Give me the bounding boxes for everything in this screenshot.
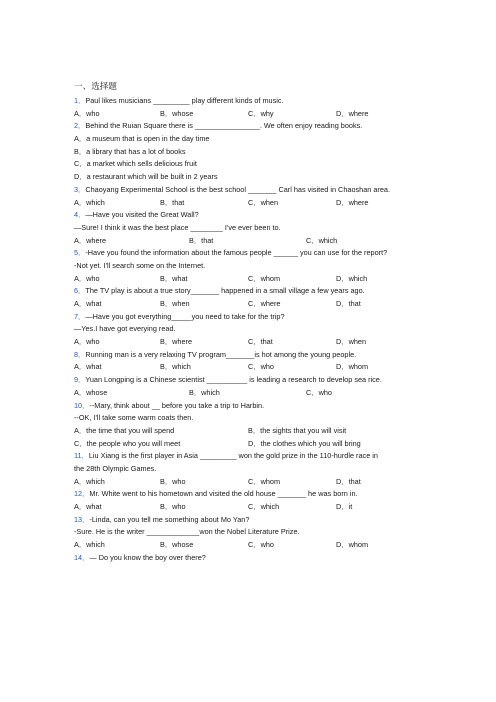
question-text: -Linda, can you tell me something about Mo Yan?	[89, 514, 250, 524]
option-d[interactable]: D．when	[336, 337, 367, 347]
options-row	[74, 336, 444, 349]
option-a[interactable]: A．who	[74, 273, 100, 283]
question-text: —Have you visited the Great Wall?	[85, 210, 199, 220]
question-text: Mr. White went to his hometown and visited the old house _______ he was born in.	[89, 489, 358, 499]
option-a[interactable]: A．what	[74, 299, 102, 308]
question-text-cont: —Yes.I have got everying read.	[74, 324, 176, 334]
option-d[interactable]: D．where	[336, 197, 369, 207]
option-b[interactable]: B．whose	[160, 540, 194, 550]
option-a[interactable]: A．which	[74, 540, 105, 550]
question-number: 2．	[74, 121, 86, 131]
question-number: 10．	[74, 400, 90, 410]
options-row	[74, 539, 444, 552]
question-text: Behind the Ruian Square there is ________________. We often enjoy reading books.	[85, 121, 363, 131]
question-8	[74, 349, 444, 362]
option-b[interactable]: B．which	[160, 362, 191, 372]
question-number: 13．	[74, 514, 90, 524]
question-number: 12．	[74, 489, 90, 499]
options-row	[74, 387, 444, 400]
question-number: 6．	[74, 286, 86, 296]
options-row	[74, 476, 444, 489]
options-row	[74, 197, 444, 210]
option-b[interactable]: B．who	[160, 502, 186, 511]
option-c[interactable]: C．whom	[248, 273, 281, 283]
option-c[interactable]: C．which	[248, 502, 280, 511]
option-c[interactable]: C．who	[248, 362, 274, 372]
question-12	[74, 488, 444, 501]
option-d[interactable]: D．that	[336, 299, 361, 308]
option-d[interactable]: D．where	[336, 108, 369, 118]
question-text-cont: -Sure. He is the writer _____________won the Nobel Literature Prize.	[74, 527, 300, 537]
option-b[interactable]: B．the sights that you will visit	[248, 425, 347, 435]
options-row	[74, 438, 444, 451]
option-d[interactable]: D．a restaurant which will be built in 2 years	[74, 172, 218, 182]
option-b[interactable]: B．where	[160, 337, 193, 347]
question-4	[74, 209, 444, 222]
option-b[interactable]: B．that	[160, 197, 185, 207]
option-a[interactable]: A．the time that you will spend	[74, 425, 175, 435]
option-a[interactable]: A．what	[74, 502, 102, 511]
question-13	[74, 514, 444, 527]
question-14	[74, 552, 444, 565]
question-1	[74, 95, 444, 108]
options-row	[74, 235, 444, 248]
question-text-cont: —Sure! I think it was the best place ________ I've ever been to.	[74, 222, 281, 232]
option-d[interactable]: D．that	[336, 476, 361, 486]
option-a[interactable]: A．where	[74, 235, 107, 245]
question-6	[74, 285, 444, 298]
question-text: Running man is a very relaxing TV program_______is hot among the young people.	[85, 349, 357, 359]
option-a[interactable]: A．which	[74, 197, 105, 207]
option-a[interactable]: A．what	[74, 362, 102, 372]
question-text: Chaoyang Experimental School is the best school _______ Carl has visited in Chaoshan area.	[85, 184, 390, 194]
question-text: Paul likes musicians _________ play different kinds of music.	[85, 96, 284, 105]
question-number: 5．	[74, 248, 86, 258]
section-title: 一、选择题	[74, 81, 117, 91]
option-b[interactable]: B．when	[160, 299, 190, 308]
question-text-cont: -Not yet. I'll search some on the Internet.	[74, 260, 206, 270]
option-c[interactable]: C．the people who you will meet	[74, 438, 181, 448]
option-c[interactable]: C．when	[248, 197, 279, 207]
question-2	[74, 120, 444, 133]
question-number: 7．	[74, 311, 86, 321]
question-10	[74, 400, 444, 413]
question-number: 8．	[74, 349, 86, 359]
option-c[interactable]: C．that	[248, 337, 273, 347]
option-b[interactable]: B．which	[189, 387, 220, 397]
question-11	[74, 450, 444, 463]
option-d[interactable]: D．the clothes which you will bring	[248, 438, 361, 448]
option-d[interactable]: D．which	[336, 273, 368, 283]
option-b[interactable]: B．who	[160, 476, 186, 486]
option-b[interactable]: B．a library that has a lot of books	[74, 146, 186, 156]
question-text-cont: --OK, I'll take some warm coats then.	[74, 413, 194, 423]
question-7	[74, 311, 444, 324]
options-row	[74, 108, 444, 121]
option-c[interactable]: C．which	[306, 235, 338, 245]
question-text: The TV play is about a true story_______ happened in a small village a few years ago.	[85, 286, 365, 296]
option-b[interactable]: B．that	[189, 235, 214, 245]
option-c[interactable]: C．whom	[248, 476, 281, 486]
option-b[interactable]: B．what	[160, 273, 188, 283]
options-row	[74, 298, 444, 311]
option-b[interactable]: B．whose	[160, 108, 194, 118]
question-5	[74, 247, 444, 260]
question-text: — Do you know the boy over there?	[89, 552, 206, 562]
option-c[interactable]: C．why	[248, 108, 274, 118]
question-number: 11．	[74, 451, 89, 461]
question-number: 14．	[74, 552, 90, 562]
options-row	[74, 273, 444, 286]
option-a[interactable]: A．who	[74, 337, 100, 347]
option-c[interactable]: C．a market which sells delicious fruit	[74, 159, 197, 169]
option-a[interactable]: A．who	[74, 108, 100, 118]
option-d[interactable]: D．whom	[336, 362, 369, 372]
question-9	[74, 374, 444, 387]
question-text: -Have you found the information about the famous people ______ you can use for the report?	[85, 248, 388, 258]
options-row	[74, 425, 444, 438]
question-number: 1．	[74, 96, 86, 105]
question-text-cont: the 28th Olympic Games.	[74, 463, 157, 473]
option-a[interactable]: A．which	[74, 476, 105, 486]
options-row	[74, 501, 444, 514]
question-text: --Mary, think about __ before you take a trip to Harbin.	[89, 400, 265, 410]
question-number: 3．	[74, 184, 86, 194]
option-c[interactable]: C．who	[248, 540, 274, 550]
exam-page	[74, 80, 444, 564]
option-c[interactable]: C．where	[248, 299, 281, 308]
question-number: 9．	[74, 375, 86, 385]
options-row	[74, 361, 444, 374]
option-d[interactable]: D．whom	[336, 540, 369, 550]
option-a[interactable]: A．whose	[74, 387, 108, 397]
question-number: 4．	[74, 210, 86, 220]
question-text: Liu Xiang is the first player in Asia _________ won the gold prize in the 110-hurdle race in	[88, 451, 378, 461]
option-c[interactable]: C．who	[306, 387, 332, 397]
question-text: Yuan Longping is a Chinese scientist __________ is leading a research to develop sea rice.	[85, 375, 382, 385]
question-3	[74, 184, 444, 197]
question-text: —Have you got everything_____you need to take for the trip?	[85, 311, 285, 321]
option-a[interactable]: A．a museum that is open in the day time	[74, 134, 210, 144]
option-d[interactable]: D．it	[336, 502, 353, 511]
